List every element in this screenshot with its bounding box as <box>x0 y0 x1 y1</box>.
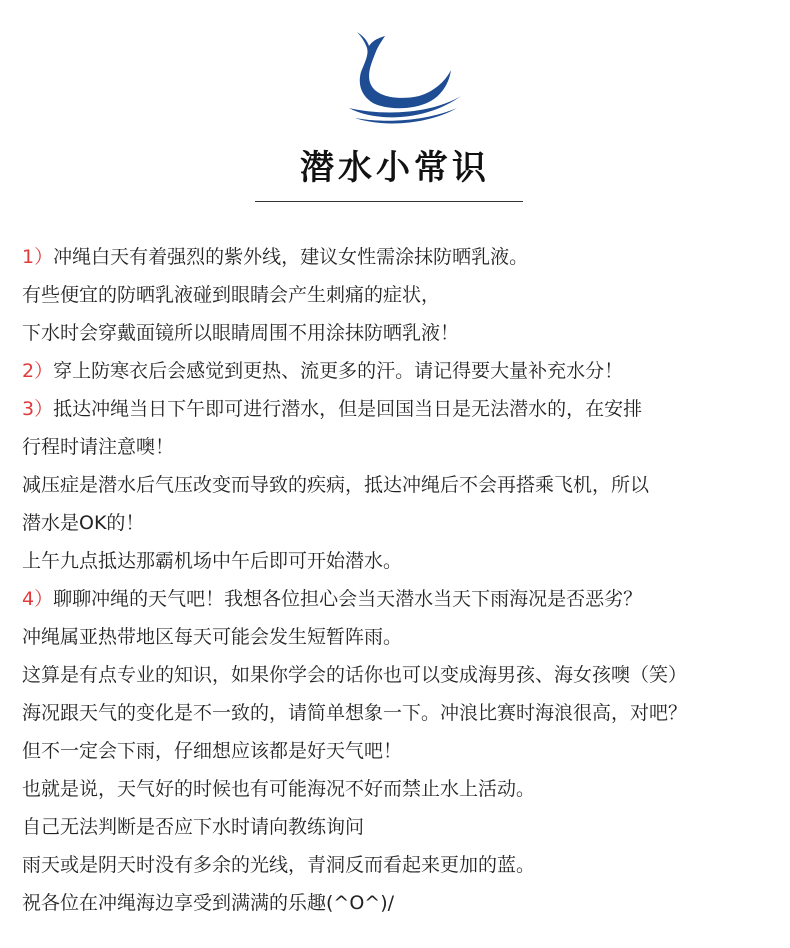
tip-line <box>22 314 782 352</box>
tip-line <box>22 618 782 656</box>
tips-list <box>22 238 782 922</box>
tip-line <box>22 276 782 314</box>
tip-text: 但不一定会下雨，仔细想应该都是好天气吧！ <box>22 740 403 762</box>
tip-number: 1） <box>22 246 54 268</box>
tip-number: 3） <box>22 398 54 420</box>
tip-text: 下水时会穿戴面镜所以眼睛周围不用涂抹防晒乳液！ <box>22 322 460 344</box>
tip-text: 自己无法判断是否应下水时请向教练询问 <box>22 816 365 838</box>
tip-text: 行程时请注意噢！ <box>22 436 175 458</box>
tip-line <box>22 428 782 466</box>
tip-text: 穿上防寒衣后会感觉到更热、流更多的汗。请记得要大量补充水分！ <box>53 360 624 382</box>
tip-text: 潜水是OK的！ <box>22 512 145 534</box>
tip-line <box>22 846 782 884</box>
tip-text: 抵达冲绳当日下午即可进行潜水，但是回国当日是无法潜水的，在安排 <box>53 398 643 420</box>
tip-text: 减压症是潜水后气压改变而导致的疾病，抵达冲绳后不会再搭乘飞机，所以 <box>22 474 650 496</box>
tip-line <box>22 770 782 808</box>
tip-text: 冲绳属亚热带地区每天可能会发生短暂阵雨。 <box>22 626 403 648</box>
tip-text: 也就是说，天气好的时候也有可能海况不好而禁止水上活动。 <box>22 778 536 800</box>
tip-text: 祝各位在冲绳海边享受到满满的乐趣(^O^)/ <box>22 892 395 914</box>
tip-text: 海况跟天气的变化是不一致的，请简单想象一下。冲浪比赛时海浪很高，对吧？ <box>22 702 688 724</box>
title-divider <box>255 201 523 202</box>
tip-line <box>22 580 782 618</box>
tip-line <box>22 732 782 770</box>
tip-text: 上午九点抵达那霸机场中午后即可开始潜水。 <box>22 550 403 572</box>
whale-logo-icon <box>345 26 465 126</box>
tip-line <box>22 238 782 276</box>
tip-line <box>22 352 782 390</box>
page-title: 潜水小常识 <box>300 148 490 188</box>
tip-line <box>22 466 782 504</box>
tip-number: 2） <box>22 360 54 382</box>
tip-line <box>22 390 782 428</box>
tip-line <box>22 808 782 846</box>
tip-text: 有些便宜的防晒乳液碰到眼睛会产生刺痛的症状， <box>22 284 441 306</box>
tip-text: 聊聊冲绳的天气吧！我想各位担心会当天潜水当天下雨海况是否恶劣？ <box>53 588 643 610</box>
tip-number: 4） <box>22 588 54 610</box>
tip-text: 冲绳白天有着强烈的紫外线，建议女性需涂抹防晒乳液。 <box>53 246 529 268</box>
tip-line <box>22 504 782 542</box>
tip-text: 雨天或是阴天时没有多余的光线，青洞反而看起来更加的蓝。 <box>22 854 536 876</box>
tip-text: 这算是有点专业的知识，如果你学会的话你也可以变成海男孩、海女孩噢（笑） <box>22 664 688 686</box>
tip-line <box>22 656 782 694</box>
tip-line <box>22 884 782 922</box>
tip-line <box>22 694 782 732</box>
tip-line <box>22 542 782 580</box>
